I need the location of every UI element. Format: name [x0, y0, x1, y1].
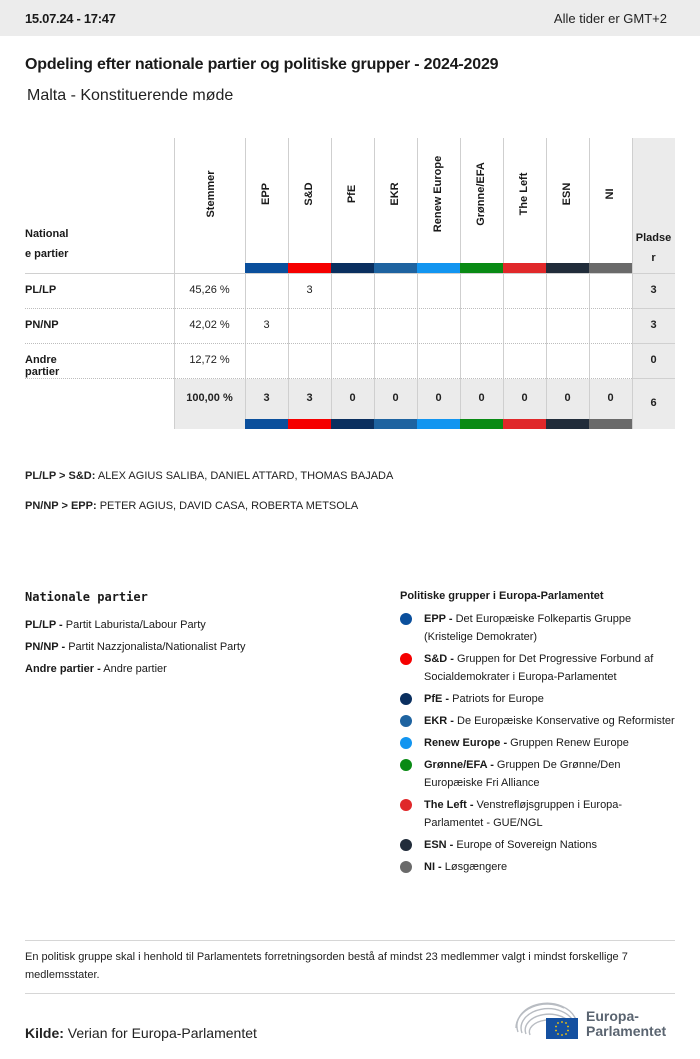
legend-name: Gruppen for Det Progressive Forbund af Socialdemokrater i Europa-Parlamentet — [424, 653, 654, 683]
total-epp: 3 — [263, 392, 270, 404]
legend-name: De Europæiske Konservative og Reformister — [453, 715, 675, 727]
mep-list-names: PETER AGIUS, DAVID CASA, ROBERTA METSOLA — [96, 500, 359, 512]
legend-name: Løsgængere — [441, 861, 508, 873]
total-esn: 0 — [564, 392, 571, 404]
color-bar-ni — [589, 263, 632, 273]
total-votes: 100,00 % — [186, 392, 233, 404]
european-parliament-logo — [514, 1002, 679, 1042]
color-bar-pfe — [331, 263, 374, 273]
legend-abbr: PfE - — [424, 693, 450, 705]
color-bar-renew-bottom — [417, 419, 460, 429]
color-bar-esn-bottom — [546, 419, 589, 429]
legend-item-sd — [400, 650, 680, 686]
legend-item-left — [400, 796, 680, 832]
page-subtitle: Malta - Konstituerende møde — [27, 87, 234, 104]
header-group-epp: EPP — [260, 183, 272, 206]
legend-abbr: Renew Europe - — [424, 737, 508, 749]
color-dot-icon — [400, 613, 412, 625]
source-line — [25, 1025, 257, 1041]
legend-abbr: PL/LP - — [25, 619, 63, 631]
legend-name: Patriots for Europe — [449, 693, 544, 705]
legend-abbr: ESN - — [424, 839, 454, 851]
legend-item — [25, 658, 385, 680]
header-votes: Stemmer — [205, 170, 217, 218]
column-divider — [331, 138, 332, 419]
source-label: Kilde: — [25, 1025, 64, 1041]
legend-name: Partit Laburista/Labour Party — [62, 619, 206, 631]
row-divider — [25, 308, 632, 309]
color-bar-sd-bottom — [288, 419, 331, 429]
color-dot-icon — [400, 839, 412, 851]
logo-text — [586, 1009, 666, 1039]
legend-item-greens — [400, 756, 680, 792]
color-bar-pfe-bottom — [331, 419, 374, 429]
row-header-line1: National — [25, 228, 69, 240]
row-divider — [632, 378, 675, 379]
column-divider — [288, 138, 289, 419]
national-parties-legend — [25, 590, 385, 680]
mep-list-prefix: PL/LP > S&D: — [25, 470, 96, 482]
timezone-note: Alle tider er GMT+2 — [553, 10, 667, 26]
footnote: En politisk gruppe skal i henhold til Parlamentets forretningsorden bestå af mindst 23 medlemmer valgt i mindst forskellige 7 medlemsstater. — [25, 951, 628, 981]
row-divider — [25, 343, 632, 344]
mep-list-pn-np — [25, 500, 358, 512]
divider — [25, 993, 675, 994]
row-seats: 0 — [650, 354, 657, 366]
color-dot-icon — [400, 715, 412, 727]
header-group-greens: Grønne/EFA — [475, 162, 487, 226]
color-dot-icon — [400, 737, 412, 749]
header-group-pfe: PfE — [346, 184, 358, 204]
legend-item — [25, 636, 385, 658]
legend-abbr: The Left - — [424, 799, 474, 811]
legend-name: Andre partier — [100, 663, 167, 675]
legend-name: Partit Nazzjonalista/Nationalist Party — [65, 641, 246, 653]
header-group-ekr: EKR — [389, 182, 401, 206]
legend-item — [25, 614, 385, 636]
header-seats-line1: Pladse — [635, 232, 672, 244]
column-divider — [417, 138, 418, 419]
mep-list-prefix: PN/NP > EPP: — [25, 500, 97, 512]
color-bar-greens — [460, 263, 503, 273]
color-bar-epp — [245, 263, 288, 273]
row-party-label: PL/LP — [25, 284, 57, 296]
header-divider — [25, 273, 675, 274]
row-votes: 45,26 % — [189, 284, 230, 296]
color-dot-icon — [400, 759, 412, 771]
column-divider — [245, 138, 246, 419]
mep-list-pl-lp — [25, 470, 393, 482]
row-party-label: PN/NP — [25, 319, 59, 331]
column-divider — [503, 138, 504, 419]
total-sd: 3 — [306, 392, 313, 404]
total-left: 0 — [521, 392, 528, 404]
row-divider — [25, 378, 632, 379]
legend-item-ekr — [400, 712, 680, 730]
row-divider — [632, 343, 675, 344]
mep-list-names: ALEX AGIUS SALIBA, DANIEL ATTARD, THOMAS BAJADA — [95, 470, 394, 482]
logo-line2: Parlamentet — [586, 1023, 667, 1039]
color-dot-icon — [400, 799, 412, 811]
row-seats: 3 — [650, 319, 657, 331]
color-bar-epp-bottom — [245, 419, 288, 429]
legend-item-renew — [400, 734, 680, 752]
row-votes: 42,02 % — [189, 319, 230, 331]
source-text: Verian for Europa-Parlamentet — [63, 1025, 257, 1041]
row-divider — [632, 308, 675, 309]
total-renew: 0 — [435, 392, 442, 404]
legend-item-ni — [400, 858, 680, 876]
color-bar-ekr — [374, 263, 417, 273]
color-bar-left — [503, 263, 546, 273]
color-bar-left-bottom — [503, 419, 546, 429]
color-bar-sd — [288, 263, 331, 273]
timestamp: 15.07.24 - 17:47 — [25, 10, 116, 26]
legend-name: Gruppen De Grønne/Den Europæiske Fri Alliance — [424, 759, 621, 789]
divider — [25, 940, 675, 941]
column-divider — [374, 138, 375, 419]
color-dot-icon — [400, 653, 412, 665]
row-cell: 3 — [306, 284, 313, 296]
color-bar-ekr-bottom — [374, 419, 417, 429]
row-party-label: Andre partier — [25, 354, 60, 378]
legend-abbr: Andre partier - — [25, 663, 101, 675]
row-seats: 3 — [650, 284, 657, 296]
political-groups-legend — [400, 590, 680, 880]
header-group-left: The Left — [518, 172, 530, 216]
legend-name: Europe of Sovereign Nations — [453, 839, 598, 851]
total-ni: 0 — [607, 392, 614, 404]
row-header-line2: e partier — [25, 248, 69, 260]
header-group-ni: NI — [604, 188, 616, 200]
parliament-hemicycle-icon — [514, 1002, 580, 1040]
legend-abbr: EPP - — [424, 613, 453, 625]
legend-abbr: S&D - — [424, 653, 454, 665]
header-seats-line2: r — [651, 252, 656, 264]
legend-item-epp — [400, 610, 680, 646]
column-divider — [589, 138, 590, 419]
row-header-label — [25, 224, 68, 264]
legend-abbr: PN/NP - — [25, 641, 66, 653]
color-dot-icon — [400, 693, 412, 705]
color-bar-esn — [546, 263, 589, 273]
legend-abbr: EKR - — [424, 715, 454, 727]
legend-item-esn — [400, 836, 680, 854]
color-bar-renew — [417, 263, 460, 273]
total-greens: 0 — [478, 392, 485, 404]
legend-heading: Politiske grupper i Europa-Parlamentet — [400, 590, 604, 602]
legend-abbr: NI - — [424, 861, 442, 873]
legend-heading: Nationale partier — [25, 590, 148, 604]
header-seats — [632, 228, 675, 268]
row-cell: 3 — [263, 319, 270, 331]
legend-name: Det Europæiske Folkepartis Gruppe (Kristelige Demokrater) — [424, 613, 632, 643]
legend-name: Gruppen Renew Europe — [507, 737, 629, 749]
color-bar-ni-bottom — [589, 419, 632, 429]
column-divider — [546, 138, 547, 419]
page-title: Opdeling efter nationale partier og politiske grupper - 2024-2029 — [25, 56, 499, 73]
total-ekr: 0 — [392, 392, 399, 404]
row-votes: 12,72 % — [189, 354, 230, 366]
color-bar-greens-bottom — [460, 419, 503, 429]
logo-line1: Europa- — [586, 1008, 639, 1024]
total-pfe: 0 — [349, 392, 356, 404]
total-seats: 6 — [650, 397, 657, 409]
legend-item-pfe — [400, 690, 680, 708]
header-group-sd: S&D — [303, 182, 315, 206]
legend-abbr: Grønne/EFA - — [424, 759, 494, 771]
column-divider — [460, 138, 461, 419]
legend-name: Venstrefløjsgruppen i Europa-Parlamentet - GUE/NGL — [424, 799, 623, 829]
color-dot-icon — [400, 861, 412, 873]
header-group-esn: ESN — [561, 182, 573, 206]
top-bar — [0, 0, 700, 36]
header-group-renew: Renew Europe — [432, 155, 444, 233]
